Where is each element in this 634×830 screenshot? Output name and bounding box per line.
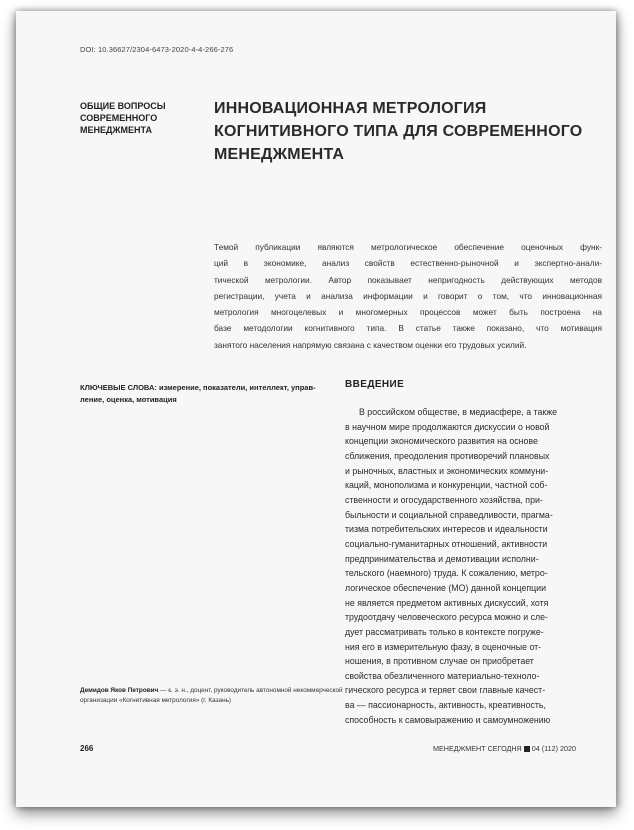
- section-line: СОВРЕМЕННОГО: [80, 113, 158, 123]
- abstract-line: занятого населения напрямую связана с качеством оценки его трудовых усилий.: [214, 339, 527, 350]
- keywords: [80, 382, 330, 405]
- body-line: быльности и социальной справедливости, прагма-: [345, 509, 553, 520]
- abstract-line: Темой публикации являются метрологическое обеспечение оценочных функ-: [214, 242, 602, 252]
- title-line: КОГНИТИВНОГО ТИПА ДЛЯ СОВРЕМЕННОГО: [214, 123, 583, 140]
- body-line: тельского (наемного) труда. К сожалению, метро-: [345, 568, 548, 579]
- article-title: [214, 97, 614, 166]
- body-line: тизма потребительских интересов и идеальности: [345, 524, 548, 535]
- paper-page: [16, 11, 616, 807]
- journal-footer: [433, 744, 576, 753]
- abstract-line: регистрации, учета и анализа информации и говорит о том, что инновационная: [214, 290, 602, 301]
- abstract-line: ций в экономике, анализ свойств естественно-рыночной и экспертно-анали-: [214, 258, 602, 269]
- body-line: и рыночных, властных и экономических коммуни-: [345, 465, 549, 476]
- journal-issue: 04 (112) 2020: [531, 744, 576, 753]
- square-separator-icon: [524, 746, 530, 752]
- body-line: каций, монополизма и конкуренции, частной соб-: [345, 480, 548, 491]
- body-line: концепции экономического развития на основе: [345, 436, 538, 447]
- author-name: Демидов Яков Петрович: [80, 687, 159, 694]
- journal-name: МЕНЕДЖМЕНТ СЕГОДНЯ: [432, 744, 522, 753]
- author-affiliation: организации «Когнитивная метрология» (г. Казань): [80, 697, 232, 704]
- body-line: логическое обеспечение (МО) данной концепции: [345, 582, 546, 593]
- body-line: ва — пассионарность, активность, креативность,: [345, 700, 546, 711]
- body-line: не является предметом активных дискуссий, хотя: [345, 597, 549, 608]
- section-line: МЕНЕДЖМЕНТА: [80, 125, 152, 135]
- author-details: — к. э. н., доцент, руководитель автономной некоммерческой: [158, 687, 343, 694]
- body-line: гического ресурса и теряет свои главные качест-: [345, 685, 546, 696]
- body-line: в научном мире продолжаются дискуссии о новой: [345, 421, 550, 432]
- abstract-line: базе методологии когнитивного типа. В статье также показано, что мотивация: [214, 323, 602, 334]
- body-line: В российском обществе, в медиасфере, а также: [359, 407, 557, 417]
- abstract-line: метрология многоцелевых и многомерных процессов может быть построена на: [214, 307, 602, 318]
- keywords-text: ление, оценка, мотивация: [80, 394, 177, 404]
- author-info: [80, 686, 343, 706]
- intro-body: [345, 405, 597, 727]
- body-line: дует рассматривать только в контексте погруже-: [345, 626, 544, 637]
- abstract-line: тической метрологии. Автор показывает непригодность действующих методов: [214, 274, 602, 285]
- body-line: ношения, в противном случае он приобретает: [345, 656, 534, 667]
- title-line: МЕНЕДЖМЕНТА: [214, 146, 345, 163]
- body-line: способность к самовыражению и самоумножению: [345, 714, 551, 725]
- keywords-text: измерение, показатели, интеллект, управ-: [156, 383, 316, 392]
- page-number: 266: [80, 744, 94, 753]
- body-line: предпринимательства и демотивации исполни-: [345, 553, 539, 564]
- section-line: ОБЩИЕ ВОПРОСЫ: [80, 101, 166, 111]
- body-line: ния его в измерительную фазу, в оценочные от-: [345, 641, 542, 652]
- body-line: социально-гуманитарных отношений, активности: [345, 538, 548, 549]
- section-heading: [80, 100, 200, 136]
- abstract: [214, 239, 602, 353]
- title-line: ИННОВАЦИОННАЯ МЕТРОЛОГИЯ: [214, 100, 487, 117]
- body-line: сближения, преодоления противоречий плановых: [345, 450, 550, 461]
- body-line: трудоотдачу человеческого ресурса можно и сле-: [345, 612, 548, 623]
- keywords-label: КЛЮЧЕВЫЕ СЛОВА:: [80, 383, 157, 392]
- body-line: свойства обезличенного материально-техноло-: [345, 670, 540, 681]
- doi: DOI: 10.36627/2304-6473-2020-4-4-266-276: [80, 45, 234, 54]
- intro-heading: ВВЕДЕНИЕ: [345, 379, 405, 390]
- body-line: ственности и огосударственного хозяйства, при-: [345, 494, 543, 505]
